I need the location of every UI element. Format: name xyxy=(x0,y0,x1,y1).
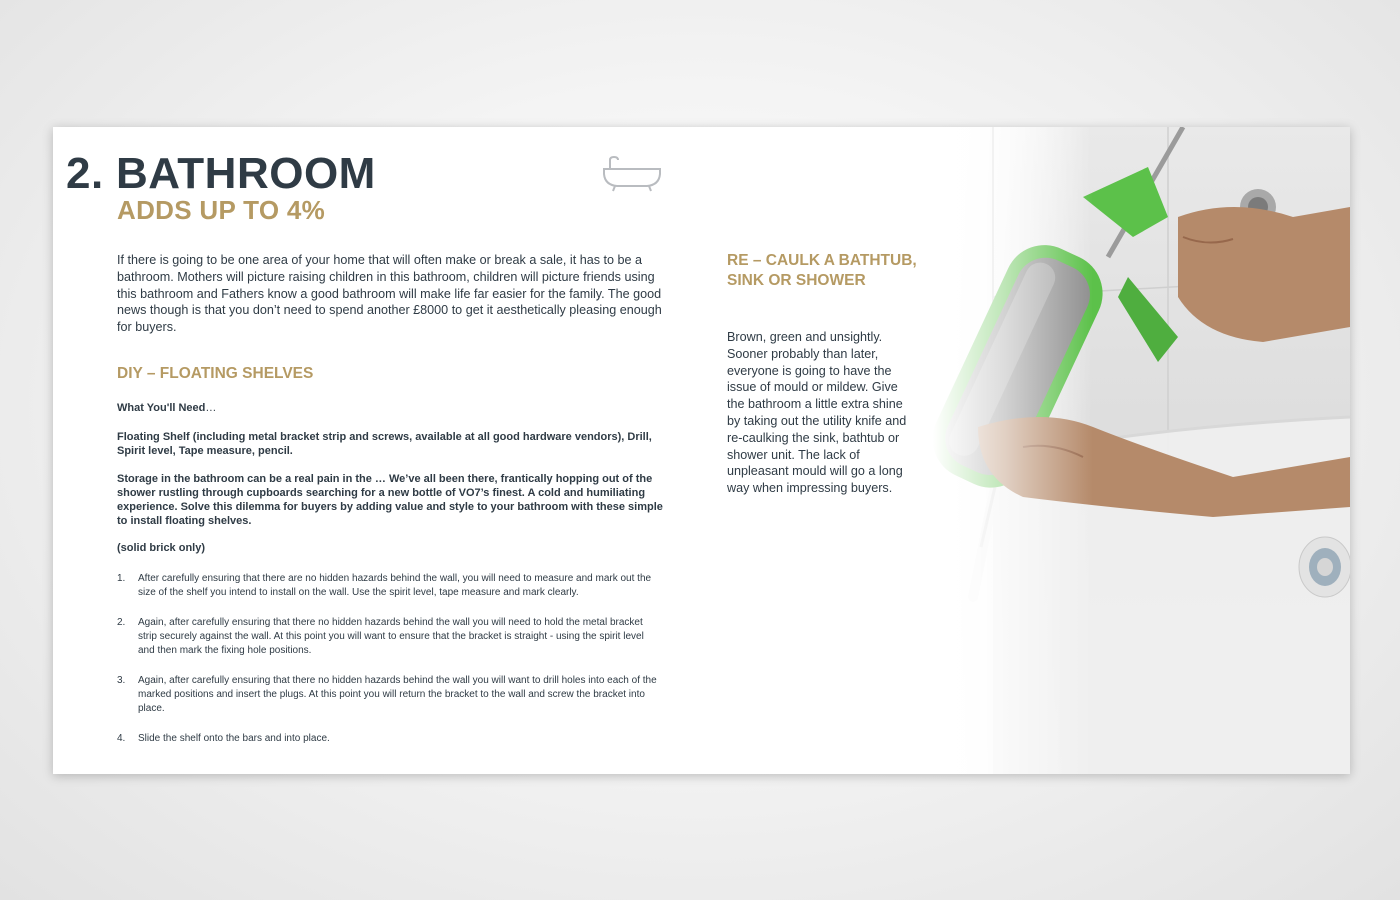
need-line xyxy=(117,402,216,414)
solid-brick-note: (solid brick only) xyxy=(117,542,206,554)
list-item xyxy=(117,732,662,746)
step-number: 3. xyxy=(117,675,126,686)
step-text: Again, after carefully ensuring that there no hidden hazards behind the wall you will want to drill holes into each of the marked positions and insert the plugs. At this point you will return the bracket to the wall and screw the bracket into place. xyxy=(138,675,657,714)
list-item xyxy=(117,674,662,716)
need-ellipsis: … xyxy=(205,402,217,414)
diy-heading: DIY – FLOATING SHELVES xyxy=(117,365,314,382)
section-number: 2. xyxy=(66,149,104,198)
page-subtitle: ADDS UP TO 4% xyxy=(117,195,326,225)
caulk-heading: RE – CAULK A BATHTUB, SINK OR SHOWER xyxy=(727,252,917,289)
caulking-gun-photo xyxy=(933,127,1350,774)
page-title: BATHROOM xyxy=(116,149,376,198)
step-number: 1. xyxy=(117,573,126,584)
step-text: After carefully ensuring that there are no hidden hazards behind the wall, you will need to measure and mark out the size of the shelf you intend to install on the wall. Use the spirit level, tape measure and mark clearly. xyxy=(138,573,652,598)
step-text: Again, after carefully ensuring that there no hidden hazards behind the wall you will need to hold the metal bracket strip securely against the wall. At this point you will want to ensure that the bracket is straight - using the spirit level and then mark the fixing hole positions. xyxy=(138,617,644,656)
list-item xyxy=(117,572,662,600)
storage-paragraph: Storage in the bathroom can be a real pain in the … We’ve all been there, frantically hopping out of the shower rustling through cupboards searching for a new bottle of VO7’s finest. A cold and humiliating experience. Solve this dilemma for buyers by adding value and style to your bathroom with these simple to install floating shelves. xyxy=(117,473,663,527)
caulk-paragraph: Brown, green and unsightly. Sooner probably than later, everyone is going to have the issue of mould or mildew. Give the bathroom a little extra shine by taking out the utility knife and re-caulking the sink, bathtub or shower unit. The lack of unpleasant mould will go a long way when impressing buyers. xyxy=(727,330,907,496)
caulking-photo xyxy=(933,127,1350,774)
step-number: 4. xyxy=(117,733,126,744)
drain-icon xyxy=(1299,537,1350,597)
intro-paragraph: If there is going to be one area of your home that will often make or break a sale, it has to be a bathroom. Mothers will picture raising children in this bathroom, children will picture friends using this bathroom and Fathers know a good bathroom will make life far easier for the family. The good news though is that you don’t need to spend another £8000 to get it aesthetically pleasing enough for buyers. xyxy=(117,253,662,335)
step-text: Slide the shelf onto the bars and into place. xyxy=(138,733,330,744)
step-number: 2. xyxy=(117,617,126,628)
bathtub-icon xyxy=(601,155,663,193)
list-item xyxy=(117,616,662,658)
brochure-page xyxy=(53,127,1350,774)
materials-text: Floating Shelf (including metal bracket strip and screws, available at all good hardware vendors), Drill, Spirit level, Tape measure, pencil. xyxy=(117,431,652,457)
need-label: What You'll Need xyxy=(117,402,206,414)
steps-list xyxy=(117,572,662,746)
